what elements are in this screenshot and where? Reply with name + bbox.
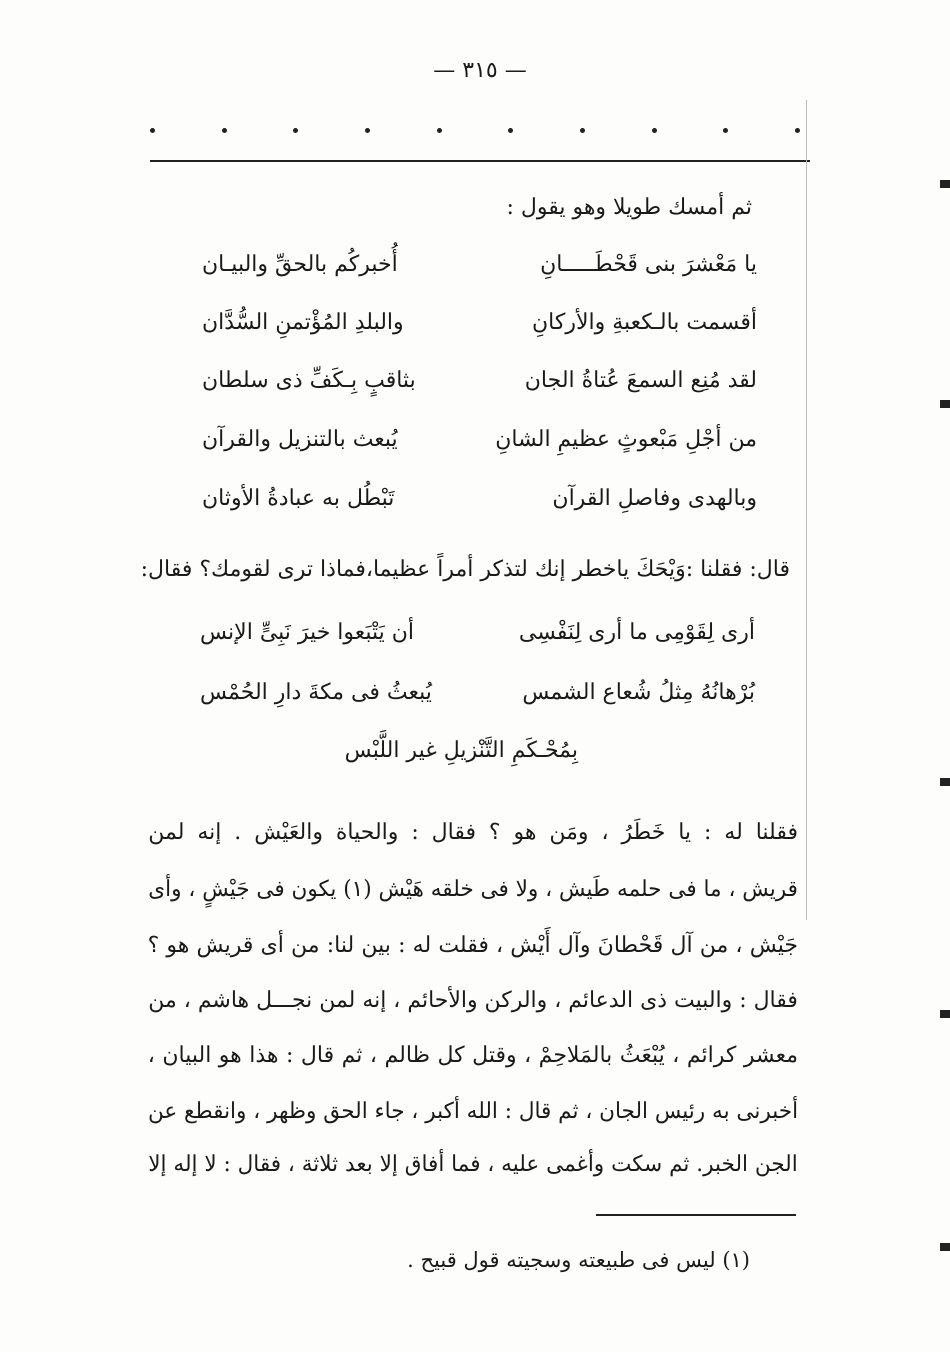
hemistich-left: أُخبركُم بالحقِّ والبيـان (202, 252, 398, 277)
page-number: — ٣١٥ — (433, 58, 527, 83)
edge-mark (940, 400, 950, 408)
paragraph-line: فقلنا له : يا خَطَرُ ، ومَن هو ؟ فقال : والحياة والعَيْش . إنه لمن (148, 820, 798, 845)
paragraph-line: معشر كرائم ، يُبْعَثُ بالمَلاحِمْ ، وقتل كل ظالم ، ثم قال : هذا هو البيان ، (147, 1043, 798, 1068)
hemistich-left: يُبعث بالتنزيل والقرآن (202, 427, 398, 452)
edge-mark (940, 1010, 950, 1018)
paragraph-line: فقال : والبيت ذى الدعائم ، والركن والأحائم ، إنه لمن نجـــل هاشم ، من (148, 988, 798, 1013)
dot (365, 128, 370, 133)
verse (202, 310, 757, 335)
hemistich-left: أن يَتْبَعوا خيرَ نَبِىٍّ الإنس (200, 620, 415, 645)
dot (293, 128, 298, 133)
footnote: (١) ليس فى طبيعته وسجيته قول قبيح . (407, 1248, 750, 1272)
footnote-rule (596, 1214, 796, 1216)
intro-line: ثم أمسك طويلا وهو يقول : (506, 195, 752, 220)
edge-mark (940, 1243, 950, 1251)
hemistich-right: أقسمت بالـكعبةِ والأركانِ (532, 310, 757, 335)
hemistich-left: بثاقبٍ بِـكَفِّ ذى سلطان (202, 368, 416, 393)
verse (202, 252, 757, 277)
dot (222, 128, 227, 133)
hemistich-left: والبلدِ المُؤْتمنِ السُّدَّان (202, 310, 404, 335)
hemistich-left: يُبعثُ فى مكةَ دارِ الحُمْس (200, 680, 432, 705)
top-rule (150, 160, 810, 162)
verse (202, 486, 757, 511)
hemistich-right: من أجْلِ مَبْعوثٍ عظيمِ الشانِ (495, 427, 757, 452)
dot (150, 128, 155, 133)
ornament-dots (150, 128, 800, 148)
hemistich-right: أرى لِقَوْمِى ما أرى لِنَفْسِى (518, 620, 755, 645)
dot (723, 128, 728, 133)
verse (200, 620, 755, 645)
paragraph-line: قريش ، ما فى حلمه طَيش ، ولا فى خلقه هَيْش (١) يكون فى جَيْشٍ ، وأى (148, 877, 798, 902)
question-line: قال: فقلنا :وَيْحَكَ ياخطر إنك لتذكر أمراً عظيما،فماذا ترى لقومك؟ فقال: (140, 557, 790, 582)
dot (652, 128, 657, 133)
hemistich-right: لقد مُنِع السمعَ عُتاةُ الجان (524, 368, 757, 393)
hemistich-right: وبالهدى وفاصلِ القرآن (552, 486, 757, 511)
paragraph-line: أخبرنى به رئيس الجان ، ثم قال : الله أكبر ، جاء الحق وظهر ، وانقطع عن (147, 1099, 798, 1124)
dot (580, 128, 585, 133)
paragraph-line: الجن الخبر. ثم سكت وأغمى عليه ، فما أفاق إلا بعد ثلاثة ، فقال : لا إله إلا (148, 1152, 798, 1177)
dot (508, 128, 513, 133)
hemistich-right: بُرْهانُهُ مِثلُ شُعاع الشمس (522, 680, 755, 705)
edge-mark (940, 180, 950, 188)
right-margin-rule (806, 100, 807, 920)
edge-mark (940, 778, 950, 786)
verse (200, 680, 755, 705)
paragraph-line: جَيْش ، من آل قَحْطانَ وآل أَيْش ، فقلت له : بين لنا: من أى قريش هو ؟ (147, 933, 798, 958)
dot (795, 128, 800, 133)
verse (202, 427, 757, 452)
dot (437, 128, 442, 133)
verse-final: بِمُحْـكَمِ التَّنْزيلِ غير اللَّبْس (344, 738, 578, 763)
hemistich-right: يا مَعْشرَ بنى قَحْطَـــــانِ (540, 252, 757, 277)
verse (202, 368, 757, 393)
hemistich-left: تَبْطُل به عبادةُ الأوثان (202, 486, 395, 511)
